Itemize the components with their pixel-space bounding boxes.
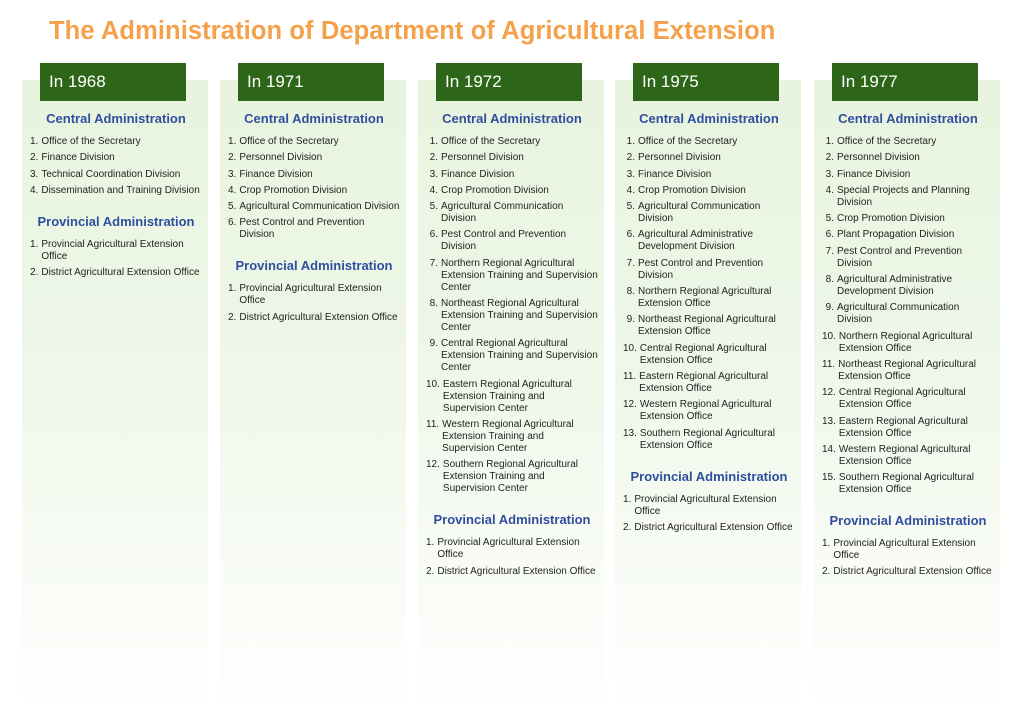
item-text: Office of the Secretary	[441, 136, 541, 147]
item-number: 3.	[30, 168, 39, 180]
item-text: Crop Promotion Division	[837, 213, 945, 225]
list-item	[623, 522, 795, 534]
provincial-admin-title: Provincial Administration	[630, 468, 788, 484]
item-number: 11.	[822, 358, 836, 370]
list-item	[822, 274, 994, 298]
year-header: In 1968	[40, 63, 186, 101]
item-text: Northeast Regional Agricultural Extension Office	[638, 314, 776, 338]
item-text: Western Regional Agricultural Extension Office	[838, 443, 971, 467]
item-text: Agricultural Administrative Development Division	[638, 229, 754, 253]
list-item	[822, 444, 994, 468]
list-item	[426, 258, 598, 294]
provincial-admin-title: Provincial Administration	[433, 512, 591, 528]
item-number: 1.	[30, 238, 39, 250]
item-text: Central Regional Agricultural Extension Training and Supervision Center	[441, 338, 598, 374]
item-text: Central Regional Agricultural Extension Office	[838, 387, 966, 411]
list-item	[822, 538, 994, 562]
list-item	[30, 136, 202, 148]
item-text: Central Regional Agricultural Extension Office	[639, 342, 767, 366]
item-number: 4.	[825, 184, 834, 196]
item-text: Western Regional Agricultural Extension Office	[639, 399, 772, 423]
central-admin-list	[426, 136, 598, 495]
item-text: Office of the Secretary	[837, 136, 937, 147]
list-item	[426, 338, 598, 374]
column-1968	[22, 72, 208, 716]
item-number: 2.	[30, 152, 39, 164]
list-item	[623, 229, 795, 253]
item-text: Northeast Regional Agricultural Extension Training and Supervision Center	[441, 298, 598, 334]
item-number: 5.	[429, 201, 438, 213]
list-item	[623, 169, 795, 181]
list-item	[426, 136, 598, 148]
item-number: 1.	[822, 538, 831, 550]
list-item	[426, 379, 598, 415]
column-1975	[615, 72, 801, 716]
list-item	[623, 152, 795, 164]
list-item	[822, 169, 994, 181]
list-item	[623, 371, 795, 395]
item-number: 2.	[623, 521, 632, 533]
item-text: Southern Regional Agricultural Extension Office	[639, 427, 775, 451]
item-number: 2.	[825, 152, 834, 164]
item-number: 9.	[429, 338, 438, 350]
item-number: 7.	[626, 257, 635, 269]
list-item	[30, 152, 202, 164]
item-number: 4.	[228, 184, 237, 196]
item-text: Northern Regional Agricultural Extension Office	[638, 286, 772, 310]
item-number: 2.	[30, 267, 39, 279]
item-number: 1.	[429, 136, 438, 147]
item-number: 6.	[626, 229, 635, 241]
item-text: Finance Division	[41, 152, 115, 164]
item-text: Agricultural Communication Division	[837, 302, 960, 326]
item-text: Southern Regional Agricultural Extension Office	[838, 472, 974, 496]
item-number: 13.	[623, 427, 637, 439]
item-text: District Agricultural Extension Office	[437, 565, 596, 577]
list-item	[822, 136, 994, 148]
item-text: Provincial Agricultural Extension Office	[833, 538, 976, 562]
item-number: 1.	[426, 537, 435, 549]
item-number: 4.	[429, 184, 438, 196]
central-admin-title: Central Administration	[46, 111, 186, 126]
item-text: Crop Promotion Division	[239, 184, 348, 196]
item-number: 7.	[825, 245, 834, 257]
list-item	[228, 185, 400, 197]
item-number: 1.	[825, 136, 834, 147]
item-text: Provincial Agricultural Extension Office	[437, 537, 580, 561]
item-number: 6.	[429, 229, 438, 241]
item-number: 2.	[429, 152, 438, 164]
year-header: In 1972	[436, 63, 582, 101]
item-number: 9.	[825, 302, 834, 314]
item-number: 11.	[623, 370, 637, 382]
item-number: 5.	[228, 201, 237, 213]
provincial-admin-list	[822, 538, 994, 578]
column-body	[623, 111, 795, 538]
item-number: 2.	[228, 152, 237, 164]
central-admin-list	[822, 136, 994, 496]
item-text: Pest Control and Prevention Division	[638, 257, 764, 281]
item-text: District Agricultural Extension Office	[41, 267, 200, 279]
list-item	[426, 169, 598, 181]
list-item	[623, 286, 795, 310]
item-number: 4.	[626, 184, 635, 196]
list-item	[623, 343, 795, 367]
column-body	[426, 111, 598, 582]
central-admin-title: Central Administration	[442, 111, 582, 126]
list-item	[623, 201, 795, 225]
item-number: 13.	[822, 415, 836, 427]
column-body	[228, 111, 400, 328]
year-header: In 1975	[633, 63, 779, 101]
item-number: 1.	[626, 136, 635, 147]
provincial-admin-list	[623, 494, 795, 534]
item-text: Crop Promotion Division	[638, 184, 746, 196]
list-item	[426, 152, 598, 164]
item-number: 12.	[426, 459, 440, 471]
year-header: In 1971	[238, 63, 384, 101]
item-text: Technical Coordination Division	[41, 168, 181, 180]
list-item	[822, 472, 994, 496]
item-text: Northeast Regional Agricultural Extension Office	[838, 358, 977, 382]
list-item	[822, 185, 994, 209]
list-item	[228, 169, 400, 181]
list-item	[822, 302, 994, 326]
item-text: Provincial Agricultural Extension Office	[41, 238, 184, 262]
item-text: Personnel Division	[837, 152, 920, 164]
item-text: Agricultural Communication Division	[638, 201, 761, 225]
item-number: 1.	[228, 283, 237, 295]
provincial-admin-list	[426, 537, 598, 577]
list-item	[228, 152, 400, 164]
item-text: District Agricultural Extension Office	[833, 566, 992, 578]
item-number: 3.	[825, 168, 834, 180]
item-number: 15.	[822, 472, 836, 484]
list-item	[623, 314, 795, 338]
item-number: 14.	[822, 443, 836, 455]
item-text: Pest Control and Prevention Division	[837, 245, 963, 269]
item-number: 8.	[626, 286, 635, 298]
item-number: 1.	[228, 136, 237, 147]
item-text: Agricultural Administrative Development Division	[837, 274, 953, 298]
item-text: Finance Division	[638, 168, 712, 180]
list-item	[822, 246, 994, 270]
item-number: 3.	[429, 168, 438, 180]
list-item	[623, 258, 795, 282]
item-number: 8.	[825, 274, 834, 286]
list-item	[623, 399, 795, 423]
list-item	[426, 229, 598, 253]
provincial-admin-title: Provincial Administration	[235, 258, 393, 274]
item-number: 7.	[429, 257, 438, 269]
item-text: District Agricultural Extension Office	[239, 311, 398, 323]
list-item	[228, 136, 400, 148]
item-text: Office of the Secretary	[638, 136, 738, 147]
list-item	[822, 387, 994, 411]
item-text: Crop Promotion Division	[441, 184, 549, 196]
item-number: 3.	[626, 168, 635, 180]
item-number: 8.	[429, 298, 438, 310]
list-item	[228, 217, 400, 241]
item-text: Dissemination and Training Division	[41, 184, 200, 196]
item-number: 2.	[228, 311, 237, 323]
item-text: Pest Control and Prevention Division	[441, 229, 567, 253]
item-text: Agricultural Communication Division	[441, 201, 564, 225]
list-item	[228, 283, 400, 307]
item-number: 2.	[426, 565, 435, 577]
item-text: Western Regional Agricultural Extension Training and Supervision Center	[442, 418, 574, 454]
provincial-admin-title: Provincial Administration	[829, 513, 987, 529]
list-item	[228, 201, 400, 213]
list-item	[426, 537, 598, 561]
item-text: Finance Division	[441, 168, 515, 180]
central-admin-list	[228, 136, 400, 241]
item-number: 5.	[825, 213, 834, 225]
item-text: Plant Propagation Division	[837, 229, 955, 241]
item-number: 11.	[426, 418, 440, 430]
provincial-admin-title: Provincial Administration	[37, 213, 195, 229]
item-text: Eastern Regional Agricultural Extension Office	[838, 415, 968, 439]
item-number: 10.	[623, 342, 637, 354]
item-text: Office of the Secretary	[239, 136, 339, 147]
central-admin-title: Central Administration	[838, 111, 978, 126]
item-number: 10.	[426, 378, 440, 390]
item-text: Provincial Agricultural Extension Office	[239, 283, 382, 307]
item-number: 5.	[626, 201, 635, 213]
item-text: Finance Division	[837, 168, 911, 180]
list-item	[426, 566, 598, 578]
list-item	[30, 169, 202, 181]
item-text: Southern Regional Agricultural Extension Training and Supervision Center	[442, 459, 578, 495]
list-item	[228, 312, 400, 324]
item-text: Eastern Regional Agricultural Extension Office	[639, 370, 769, 394]
list-item	[623, 136, 795, 148]
list-item	[30, 185, 202, 197]
central-admin-title: Central Administration	[244, 111, 384, 126]
item-number: 2.	[822, 566, 831, 578]
item-text: Agricultural Communication Division	[239, 201, 400, 213]
item-text: Office of the Secretary	[41, 136, 141, 147]
list-item	[822, 213, 994, 225]
list-item	[30, 239, 202, 263]
item-text: Personnel Division	[638, 152, 721, 164]
item-number: 3.	[228, 168, 237, 180]
column-1972	[418, 72, 604, 716]
item-text: Personnel Division	[441, 152, 524, 164]
page-title: The Administration of Department of Agricultural Extension	[49, 17, 776, 45]
column-body	[30, 111, 202, 283]
item-text: Personnel Division	[239, 152, 323, 164]
provincial-admin-list	[228, 283, 400, 323]
item-number: 1.	[30, 136, 39, 147]
item-text: Northern Regional Agricultural Extension Office	[838, 330, 973, 354]
year-header: In 1977	[832, 63, 978, 101]
item-number: 10.	[822, 330, 836, 342]
list-item	[426, 298, 598, 334]
column-body	[822, 111, 994, 583]
list-item	[822, 359, 994, 383]
item-number: 12.	[822, 387, 836, 399]
list-item	[426, 185, 598, 197]
central-admin-title: Central Administration	[639, 111, 779, 126]
item-number: 6.	[825, 229, 834, 241]
item-number: 1.	[623, 493, 632, 505]
item-text: Northern Regional Agricultural Extension Training and Supervision Center	[441, 257, 598, 293]
list-item	[30, 267, 202, 279]
item-number: 2.	[626, 152, 635, 164]
list-item	[426, 419, 598, 455]
list-item	[822, 152, 994, 164]
list-item	[822, 566, 994, 578]
provincial-admin-list	[30, 239, 202, 279]
column-1977	[814, 72, 1000, 716]
item-number: 6.	[228, 217, 237, 229]
list-item	[623, 428, 795, 452]
list-item	[426, 201, 598, 225]
item-text: Provincial Agricultural Extension Office	[634, 493, 777, 517]
item-text: Pest Control and Prevention Division	[239, 217, 365, 241]
item-text: Finance Division	[239, 168, 313, 180]
item-text: Eastern Regional Agricultural Extension Training and Supervision Center	[442, 378, 572, 414]
central-admin-list	[30, 136, 202, 197]
list-item	[822, 229, 994, 241]
item-text: Special Projects and Planning Division	[837, 184, 970, 208]
item-text: District Agricultural Extension Office	[634, 521, 793, 533]
list-item	[623, 494, 795, 518]
column-1971	[220, 72, 406, 716]
item-number: 12.	[623, 399, 637, 411]
list-item	[822, 416, 994, 440]
list-item	[426, 459, 598, 495]
item-number: 4.	[30, 184, 39, 196]
item-number: 9.	[626, 314, 635, 326]
list-item	[623, 185, 795, 197]
central-admin-list	[623, 136, 795, 452]
list-item	[822, 331, 994, 355]
